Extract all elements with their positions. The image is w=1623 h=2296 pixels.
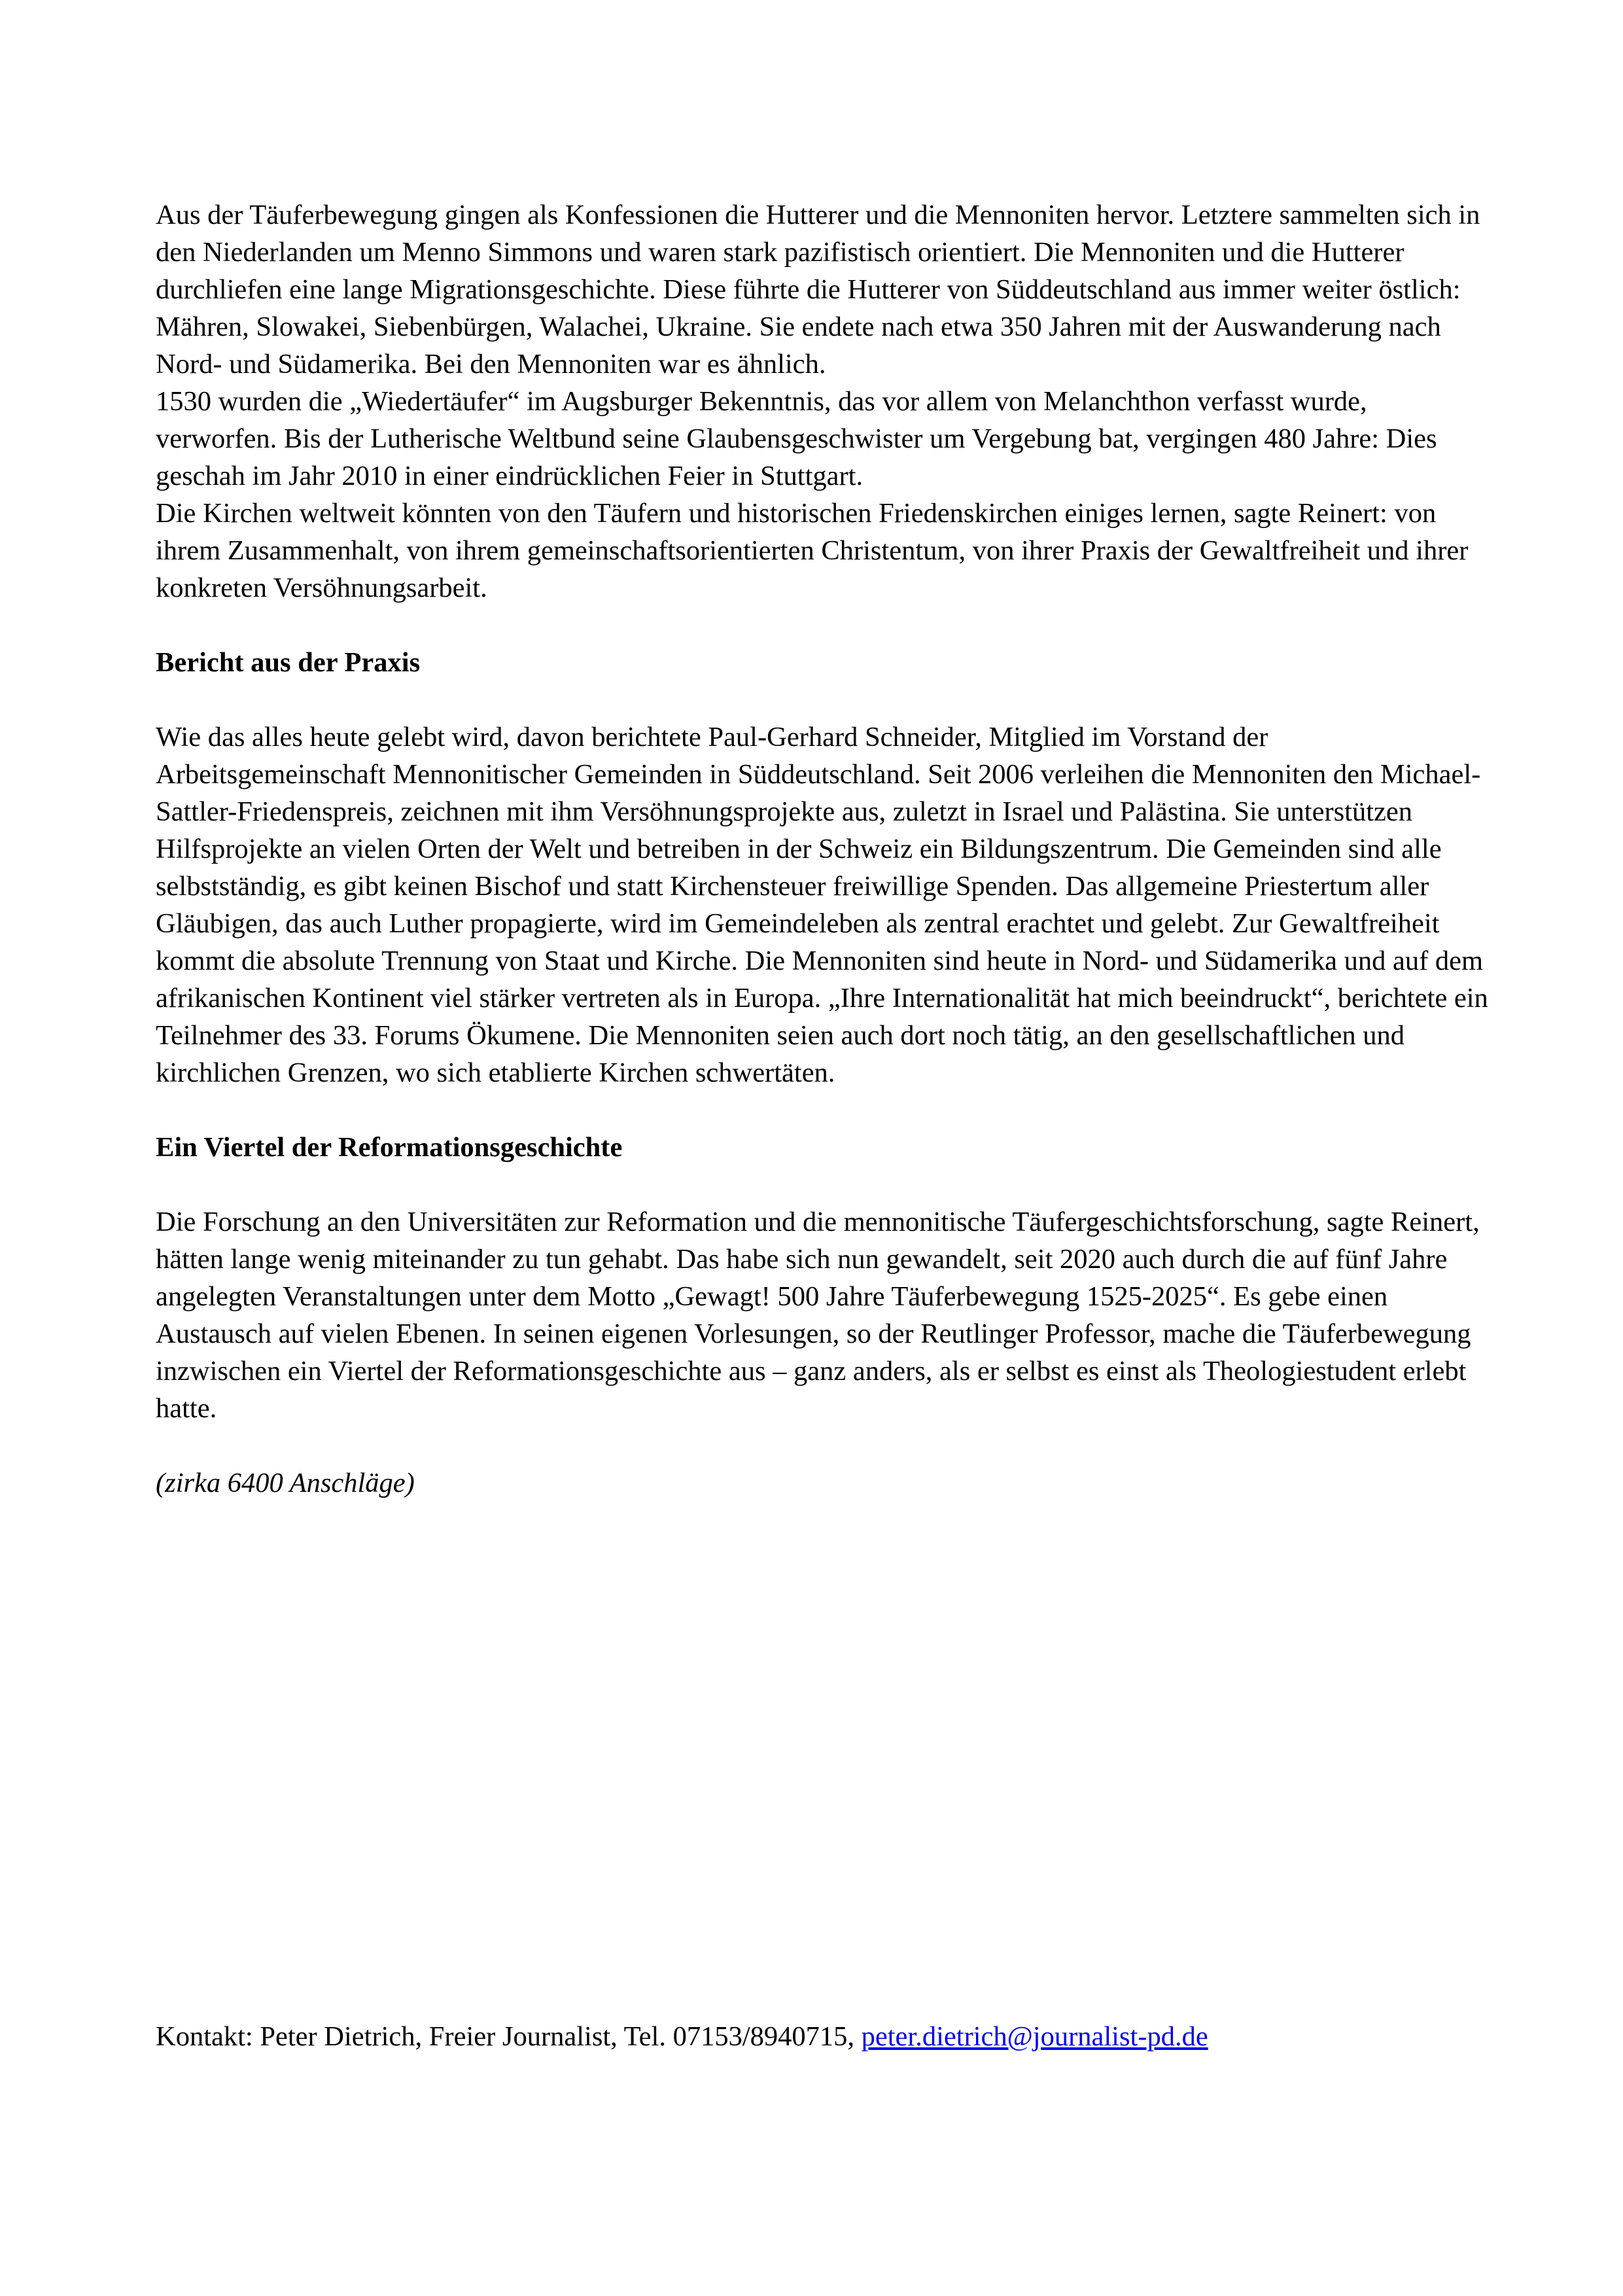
contact-text: Kontakt: Peter Dietrich, Freier Journalist, Tel. 07153/8940715, [156,2021,862,2052]
document-body [156,196,1490,1502]
viertel-paragraph: Die Forschung an den Universitäten zur Reformation und die mennonitische Täufergeschichtsforschung, sagte Reinert, hätten lange wenig miteinander zu tun gehabt. Das habe sich nun gewandelt, seit 2020 auch durch die auf fünf Jahre angelegten Veranstaltungen unter dem Motto „Gewagt! 500 Jahre Täuferbewegung 1525-2025“. Es gebe einen Austausch auf vielen Ebenen. In seinen eigenen Vorlesungen, so der Reutlinger Professor, mache die Täuferbewegung inzwischen ein Viertel der Reformationsgeschichte aus – ganz anders, als er selbst es einst als Theologiestudent erlebt hatte. [156,1207,1480,1424]
praxis-paragraph: Wie das alles heute gelebt wird, davon berichtete Paul-Gerhard Schneider, Mitglied im Vorstand der Arbeitsgemeinschaft Mennonitischer Gemeinden in Süddeutschland. Seit 2006 verleihen die Mennoniten den Michael-Sattler-Friedenspreis, zeichnen mit ihm Versöhnungsprojekte aus, zuletzt in Israel und Palästina. Sie unterstützen Hilfsprojekte an vielen Orten der Welt und betreiben in der Schweiz ein Bildungszentrum. Die Gemeinden sind alle selbstständig, es gibt keinen Bischof und statt Kirchensteuer freiwillige Spenden. Das allgemeine Priestertum aller Gläubigen, das auch Luther propagierte, wird im Gemeindeleben als zentral erachtet und gelebt. Zur Gewaltfreiheit kommt die absolute Trennung von Staat und Kirche. Die Mennoniten sind heute in Nord- und Südamerika und auf dem afrikanischen Kontinent viel stärker vertreten als in Europa. „Ihre Internationalität hat mich beeindruckt“, berichtete ein Teilnehmer des 33. Forums Ökumene. Die Mennoniten seien auch dort noch tätig, an den gesellschaftlichen und kirchlichen Grenzen, wo sich etablierte Kirchen schwertäten. [156,722,1488,1088]
char-count-note: (zirka 6400 Anschläge) [156,1468,415,1498]
intro-paragraph-1: Aus der Täuferbewegung gingen als Konfessionen die Hutterer und die Mennoniten hervor. Letztere sammelten sich in den Niederlanden um Menno Simmons und waren stark pazifistisch orientiert. Die Mennoniten und die Hutterer durchliefen eine lange Migrationsgeschichte. Diese führte die Hutterer von Süddeutschland aus immer weiter östlich: Mähren, Slowakei, Siebenbürgen, Walachei, Ukraine. Sie endete nach etwa 350 Jahren mit der Auswanderung nach Nord- und Südamerika. Bei den Mennoniten war es ähnlich. [156,200,1480,380]
contact-email-link[interactable]: peter.dietrich@journalist-pd.de [861,2021,1208,2052]
heading-viertel: Ein Viertel der Reformationsgeschichte [156,1132,623,1163]
contact-line [156,2018,1490,2055]
intro-section [156,196,1490,607]
intro-paragraph-2: 1530 wurden die „Wiedertäufer“ im Augsburger Bekenntnis, das vor allem von Melanchthon verfasst wurde, verworfen. Bis der Lutherische Weltbund seine Glaubensgeschwister um Vergebung bat, vergingen 480 Jahre: Dies geschah im Jahr 2010 in einer eindrücklichen Feier in Stuttgart. [156,386,1437,491]
heading-praxis: Bericht aus der Praxis [156,647,421,678]
intro-paragraph-3: Die Kirchen weltweit könnten von den Täufern und historischen Friedenskirchen einiges lernen, sagte Reinert: von ihrem Zusammenhalt, von ihrem gemeinschaftsorientierten Christentum, von ihrer Praxis der Gewaltfreiheit und ihrer konkreten Versöhnungsarbeit. [156,498,1469,603]
